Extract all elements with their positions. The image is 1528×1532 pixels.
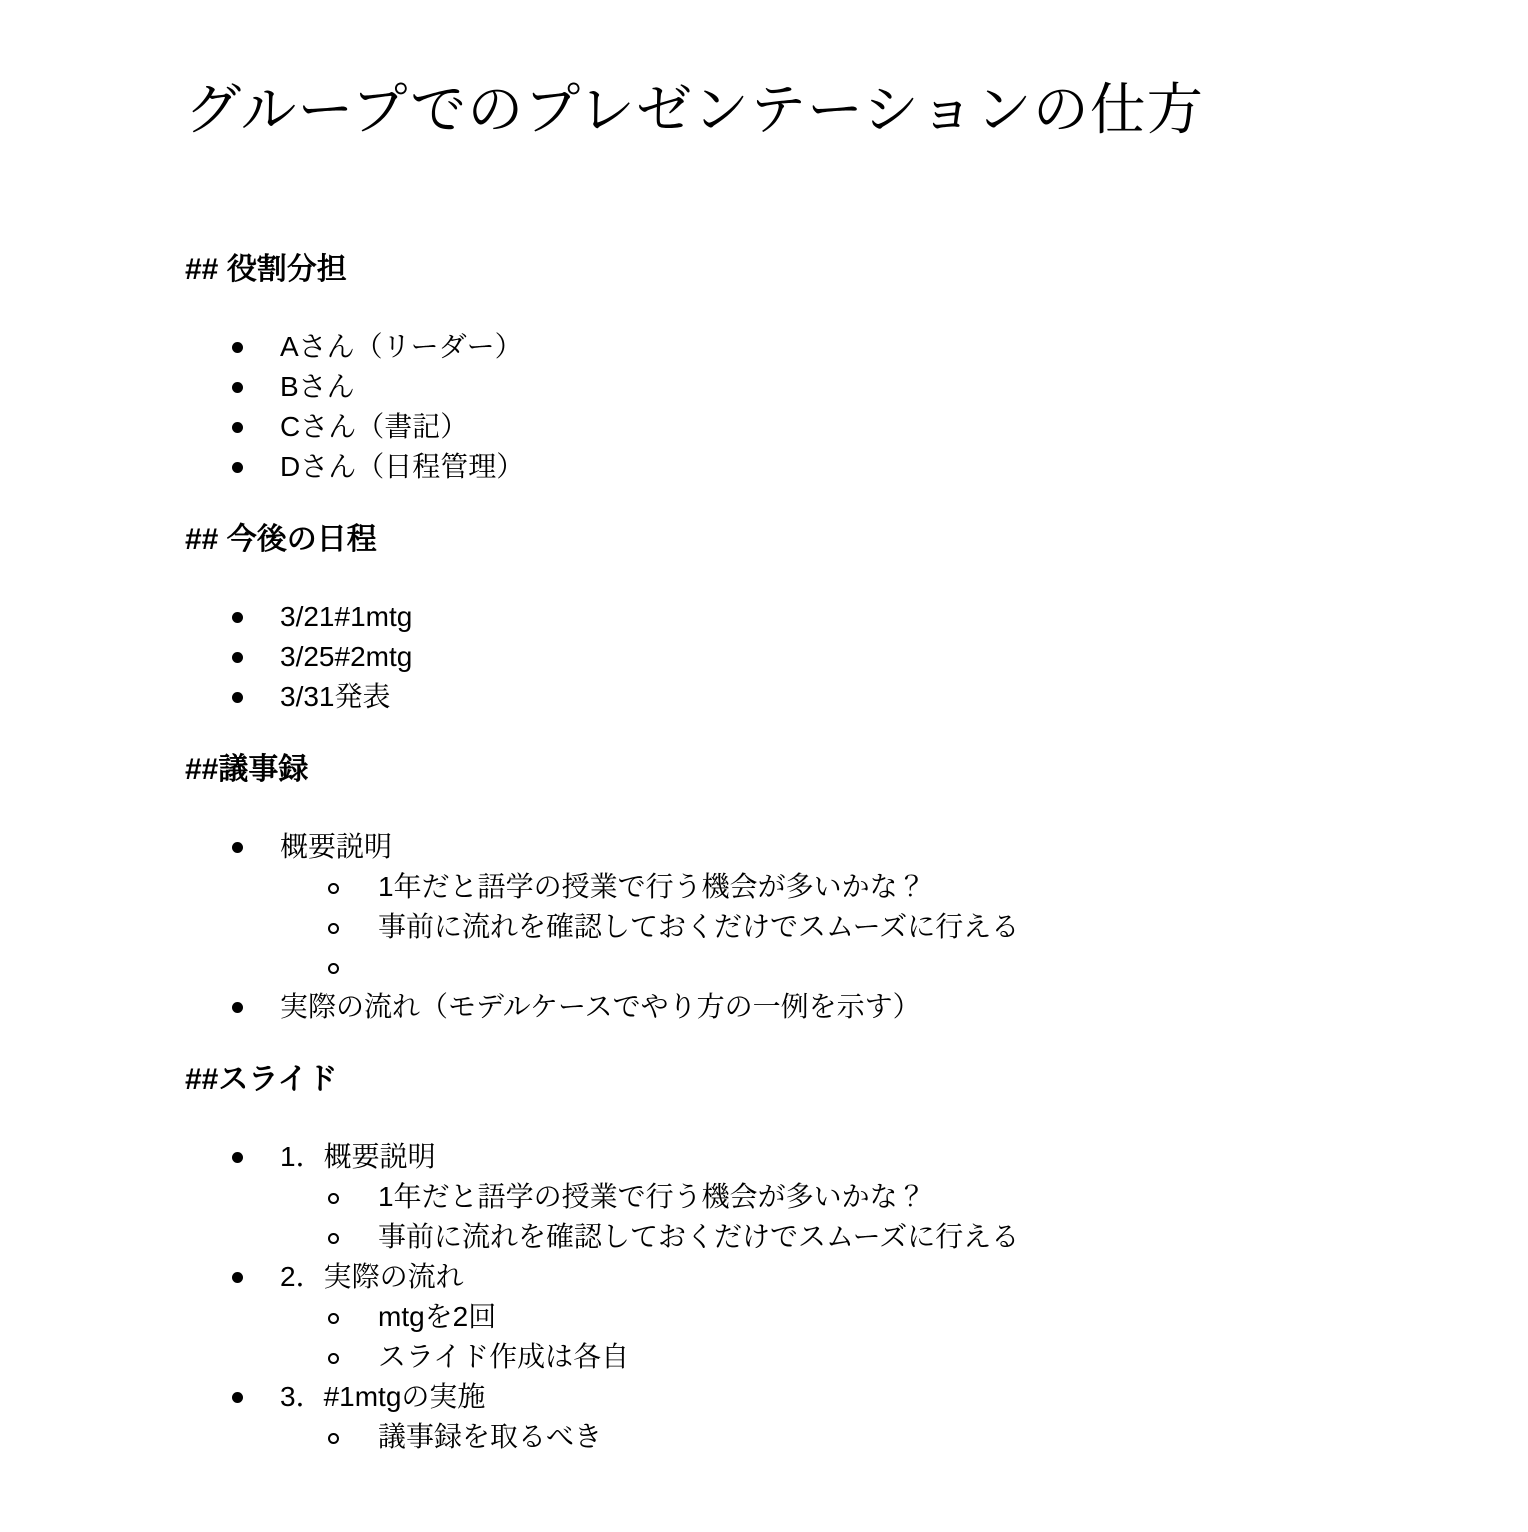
list-item-text: 3/31発表 <box>280 681 391 712</box>
bullet-icon <box>232 692 243 703</box>
list-item-text: 3．#1mtgの実施 <box>280 1381 486 1412</box>
list-item-text: スライド作成は各自 <box>378 1341 630 1372</box>
list-item-text: Aさん（リーダー） <box>280 331 523 362</box>
section-minutes <box>185 750 1468 1027</box>
list-item-text: 事前に流れを確認しておくだけでスムーズに行える <box>378 1221 1020 1252</box>
circle-bullet-icon <box>328 963 339 974</box>
bullet-icon <box>232 612 243 623</box>
circle-bullet-icon <box>328 1193 339 1204</box>
section-heading: ## 今後の日程 <box>185 523 377 556</box>
list-item-text: 概要説明 <box>280 831 393 862</box>
bullet-list <box>185 1137 1468 1457</box>
list-item-text: 議事録を取るべき <box>378 1421 603 1452</box>
list-item <box>185 367 1468 407</box>
list-item <box>185 867 1468 907</box>
list-item <box>185 1377 1468 1417</box>
section-heading: ##議事録 <box>185 753 309 786</box>
list-item <box>185 987 1468 1027</box>
list-item-text: Dさん（日程管理） <box>280 451 525 482</box>
list-item-empty <box>185 947 1468 987</box>
bullet-icon <box>232 342 243 353</box>
list-item <box>185 1417 1468 1457</box>
list-item <box>185 1257 1468 1297</box>
bullet-icon <box>232 422 243 433</box>
circle-bullet-icon <box>328 1433 339 1444</box>
list-item-text: 3/25#2mtg <box>280 641 413 672</box>
list-item <box>185 907 1468 947</box>
circle-bullet-icon <box>328 1233 339 1244</box>
list-item <box>185 677 1468 717</box>
list-item <box>185 1137 1468 1177</box>
section-heading: ##スライド <box>185 1063 338 1096</box>
section-roles <box>185 250 1468 487</box>
circle-bullet-icon <box>328 923 339 934</box>
list-item-text: 1年だと語学の授業で行う機会が多いかな？ <box>378 871 926 902</box>
circle-bullet-icon <box>328 1313 339 1324</box>
bullet-icon <box>232 1152 243 1163</box>
bullet-list <box>185 597 1468 717</box>
bullet-list <box>185 327 1468 487</box>
list-item <box>185 447 1468 487</box>
document-title: グループでのプレゼンテーションの仕方 <box>185 78 1204 141</box>
bullet-icon <box>232 382 243 393</box>
bullet-icon <box>232 1272 243 1283</box>
list-item-text: Bさん <box>280 371 355 402</box>
list-item-text: 2．実際の流れ <box>280 1261 464 1292</box>
list-item-text: mtgを2回 <box>378 1301 497 1332</box>
list-item <box>185 1337 1468 1377</box>
list-item <box>185 327 1468 367</box>
list-item-text: 3/21#1mtg <box>280 601 413 632</box>
bullet-list <box>185 827 1468 1027</box>
bullet-icon <box>232 1002 243 1013</box>
list-item <box>185 597 1468 637</box>
list-item-text: Cさん（書記） <box>280 411 469 442</box>
circle-bullet-icon <box>328 1353 339 1364</box>
list-item <box>185 1297 1468 1337</box>
list-item-text: 実際の流れ（モデルケースでやり方の一例を示す） <box>280 991 921 1022</box>
circle-bullet-icon <box>328 883 339 894</box>
bullet-icon <box>232 1392 243 1403</box>
list-item <box>185 637 1468 677</box>
list-item-text: 1年だと語学の授業で行う機会が多いかな？ <box>378 1181 926 1212</box>
section-slides <box>185 1060 1468 1457</box>
bullet-icon <box>232 652 243 663</box>
bullet-icon <box>232 842 243 853</box>
list-item-text: 事前に流れを確認しておくだけでスムーズに行える <box>378 911 1020 942</box>
list-item-text: 1．概要説明 <box>280 1141 436 1172</box>
section-heading: ## 役割分担 <box>185 253 347 286</box>
list-item <box>185 827 1468 867</box>
section-schedule <box>185 520 1468 717</box>
list-item <box>185 407 1468 447</box>
list-item <box>185 1177 1468 1217</box>
bullet-icon <box>232 462 243 473</box>
list-item <box>185 1217 1468 1257</box>
